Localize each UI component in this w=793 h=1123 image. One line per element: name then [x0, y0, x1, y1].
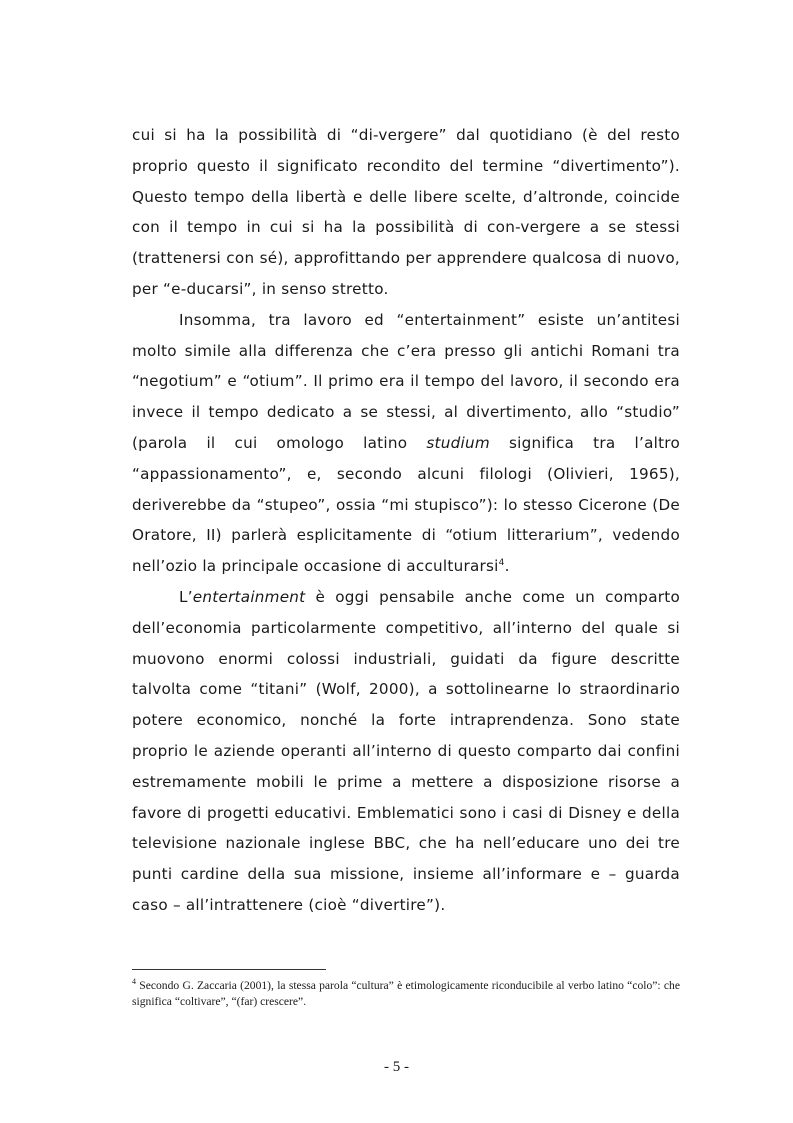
paragraph-3-text-b: è oggi pensabile anche come un comparto dell’economia particolarmente competitivo, all’interno del quale si muovono enormi colossi industriali, guidati da figure descritte talvolta come “titani” (Wolf, 2000), a sottolinearne lo straordinario potere economico, nonché la forte intraprendenza. Sono state proprio le aziende operanti all’interno di questo comparto dai confini estremamente mobili le prime a mettere a disposizione risorse a favore di progetti educativi. Emblematici sono i casi di Disney e della televisione nazionale inglese BBC, che ha nell’educare uno dei tre punti cardine della sua missione, insieme all’informare e – guarda caso – all’intrattenere (cioè “divertire”). [132, 587, 680, 914]
footnote [132, 978, 680, 1009]
footnote-divider [132, 969, 326, 970]
main-text [132, 120, 680, 921]
paragraph-3-italic-term: entertainment [192, 587, 306, 606]
footnote-reference[interactable]: 4 [498, 558, 505, 569]
paragraph-2 [132, 305, 680, 582]
paragraph-1 [132, 120, 680, 305]
paragraph-2-text-b: significa tra l’altro “appassionamento”, e, secondo alcuni filologi (Olivieri, 1965), deriverebbe da “stupeo”, ossia “mi stupisco”): lo stesso Cicerone (De Oratore, II) parlerà esplicitamente di “otium litterarium”, vedendo nell’ozio la principale occasione di acculturarsi [132, 433, 680, 576]
paragraph-2-text-a: Insomma, tra lavoro ed “entertainment” esiste un’antitesi molto simile alla differenza che c’era presso gli antichi Romani tra “negotium” e “otium”. Il primo era il tempo del lavoro, il secondo era invece il tempo dedicato a se stessi, al divertimento, allo “studio” (parola il cui omologo latino [132, 310, 680, 452]
page-number: - 5 - [384, 1059, 409, 1075]
paragraph-2-text-c: . [504, 557, 510, 576]
paragraph-3-text-a: L’ [179, 587, 193, 606]
paragraph-1-text: cui si ha la possibilità di “di-vergere” dal quotidiano (è del resto proprio questo il significato recondito del termine “divertimento”). Questo tempo della libertà e delle libere scelte, d’altronde, coincide con il tempo in cui si ha la possibilità di con-vergere a se stessi (trattenersi con sé), approfittando per apprendere qualcosa di nuovo, per “e-ducarsi”, in senso stretto. [132, 126, 680, 298]
paragraph-3 [132, 582, 680, 921]
footnote-text: Secondo G. Zaccaria (2001), la stessa parola “cultura” è etimologicamente riconducibile al verbo latino “colo”: che significa “coltivare”, “(far) crescere”. [132, 979, 680, 1008]
paragraph-2-italic-term: studium [426, 433, 490, 452]
footnote-marker: 4 [132, 977, 136, 987]
